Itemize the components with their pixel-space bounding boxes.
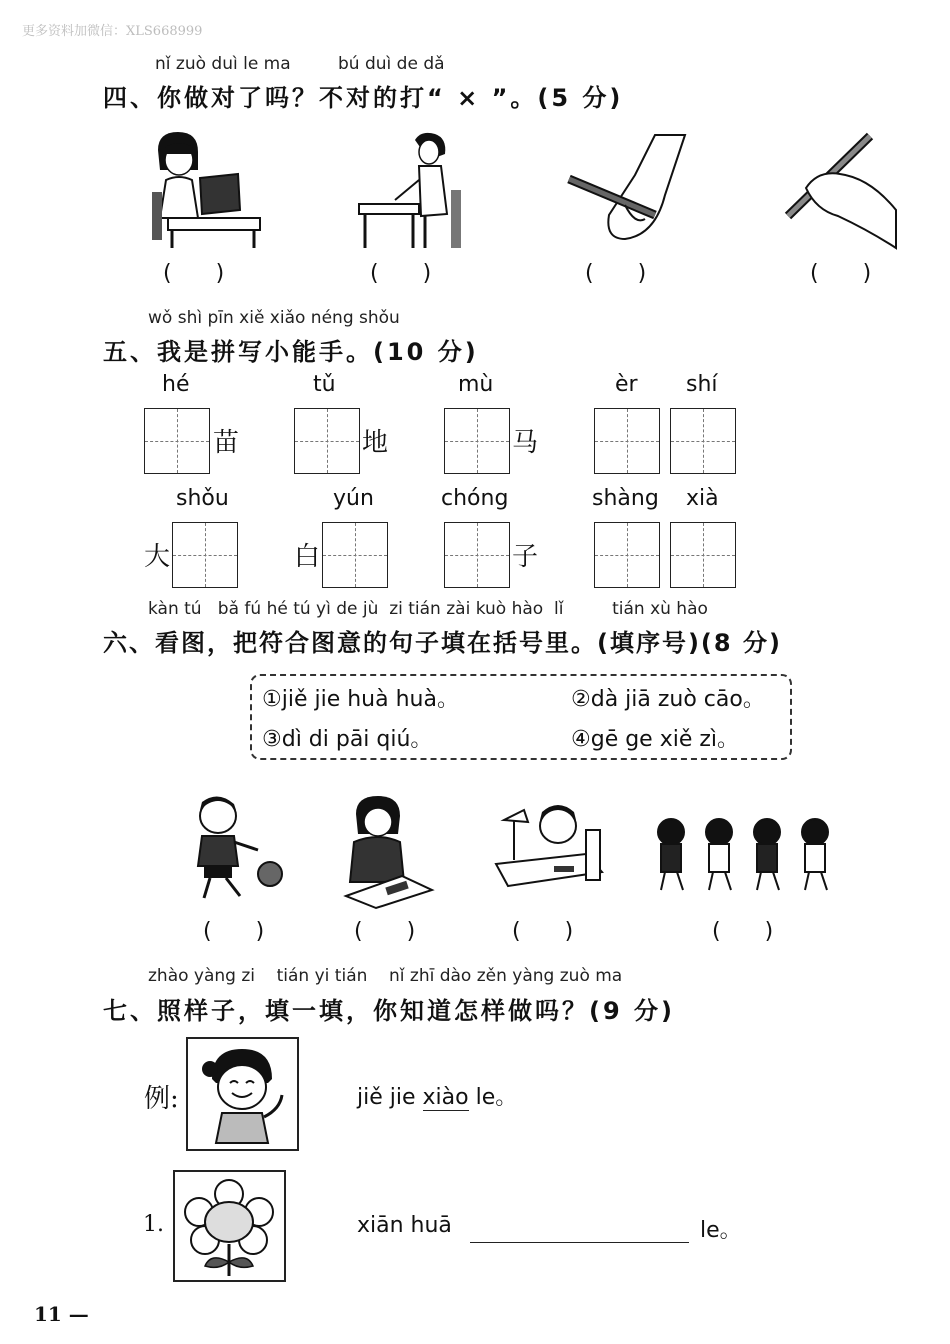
q5-r2-char-2: 白 <box>294 542 321 572</box>
q5-r1-pinyin-4: èr <box>615 372 638 397</box>
girl-painting-icon <box>340 796 435 908</box>
q5-r1-pinyin-1: hé <box>162 372 190 397</box>
q4-title: 四、你做对了吗？不对的打“ × ”。(5 分) <box>103 84 624 112</box>
q5-r1-char-1: 苗 <box>213 428 240 458</box>
children-exercising-icon <box>645 810 855 894</box>
item1-label: 1. <box>143 1212 164 1237</box>
q5-title: 五、我是拼写小能手。(10 分) <box>103 338 479 366</box>
q4-answer-4[interactable]: ( ) <box>810 261 872 286</box>
q5-r1-char-3: 马 <box>512 428 539 458</box>
q5-r2-pinyin-1: shǒu <box>176 486 229 511</box>
tian-grid[interactable] <box>670 522 736 588</box>
q5-r2-pinyin-3: chóng <box>441 486 509 511</box>
q5-r2-pinyin-4: shàng <box>592 486 659 511</box>
example-picture-frame <box>186 1037 299 1151</box>
example-sentence <box>357 1080 517 1111</box>
tian-grid[interactable] <box>444 408 510 474</box>
watermark: 更多资料加微信：XLS668999 <box>22 24 203 39</box>
girl-writing-icon <box>355 130 470 250</box>
q5-r2-pinyin-2: yún <box>333 486 374 511</box>
tian-grid[interactable] <box>594 522 660 588</box>
option-1: ①jiě jie huà huà。 <box>262 687 459 712</box>
q6-answer-4[interactable]: ( ) <box>712 919 774 944</box>
q4-answer-1[interactable]: ( ) <box>163 261 225 286</box>
example-text-b: le。 <box>468 1085 518 1110</box>
q6-answer-3[interactable]: ( ) <box>512 919 574 944</box>
q5-r2-char-1: 大 <box>144 542 171 572</box>
page-number: 11 — <box>34 1302 89 1326</box>
example-label: 例: <box>144 1084 179 1114</box>
q7-title: 七、照样子，填一填，你知道怎样做吗？(9 分) <box>103 997 675 1025</box>
q4-answer-2[interactable]: ( ) <box>370 261 432 286</box>
q5-r1-pinyin-3: mù <box>458 372 494 397</box>
tian-grid[interactable] <box>594 408 660 474</box>
q5-r1-pinyin-2: tǔ <box>313 372 336 397</box>
q6-pinyin: kàn tú bǎ fú hé tú yì de jù zi tián zài kuò hào lǐ tián xù hào <box>148 599 708 619</box>
tian-grid[interactable] <box>294 408 360 474</box>
q5-r1-char-2: 地 <box>362 428 389 458</box>
tian-grid[interactable] <box>172 522 238 588</box>
option-3: ③dì di pāi qiú。 <box>262 727 433 752</box>
item1-picture-frame <box>173 1170 286 1282</box>
boy-writing-at-desk-icon <box>494 800 606 892</box>
q5-pinyin: wǒ shì pīn xiě xiǎo néng shǒu <box>148 308 400 328</box>
wrong-pencil-grip-icon <box>565 135 690 245</box>
q5-r2-pinyin-5: xià <box>686 486 719 511</box>
q5-r2-char-3: 子 <box>512 542 539 572</box>
example-answer: xiào <box>422 1085 469 1110</box>
q4-pinyin-a: nǐ zuò duì le ma <box>155 54 291 74</box>
q6-answer-1[interactable]: ( ) <box>203 919 265 944</box>
q6-title: 六、看图，把符合图意的句子填在括号里。(填序号)(8 分) <box>103 629 782 657</box>
correct-pencil-grip-icon <box>778 130 900 250</box>
q7-pinyin: zhào yàng zi tián yi tián nǐ zhī dào zěn yàng zuò ma <box>148 966 623 986</box>
flower-icon <box>175 1172 284 1280</box>
tian-grid[interactable] <box>670 408 736 474</box>
q4-answer-3[interactable]: ( ) <box>585 261 647 286</box>
tian-grid[interactable] <box>144 408 210 474</box>
option-4: ④gē ge xiě zì。 <box>571 727 740 752</box>
item1-suffix: le。 <box>700 1218 742 1243</box>
item1-answer-blank[interactable] <box>470 1240 689 1243</box>
option-2: ②dà jiā zuò cāo。 <box>571 687 765 712</box>
smiling-girl-icon <box>188 1039 297 1149</box>
q4-pinyin-b: bú duì de dǎ <box>338 54 445 74</box>
q6-answer-2[interactable]: ( ) <box>354 919 416 944</box>
example-text-a: jiě jie <box>357 1085 423 1110</box>
tian-grid[interactable] <box>444 522 510 588</box>
tian-grid[interactable] <box>322 522 388 588</box>
q5-r1-pinyin-5: shí <box>686 372 718 397</box>
boy-bouncing-ball-icon <box>188 796 288 908</box>
item1-prefix: xiān huā <box>357 1213 452 1238</box>
girl-reading-icon <box>148 130 263 250</box>
